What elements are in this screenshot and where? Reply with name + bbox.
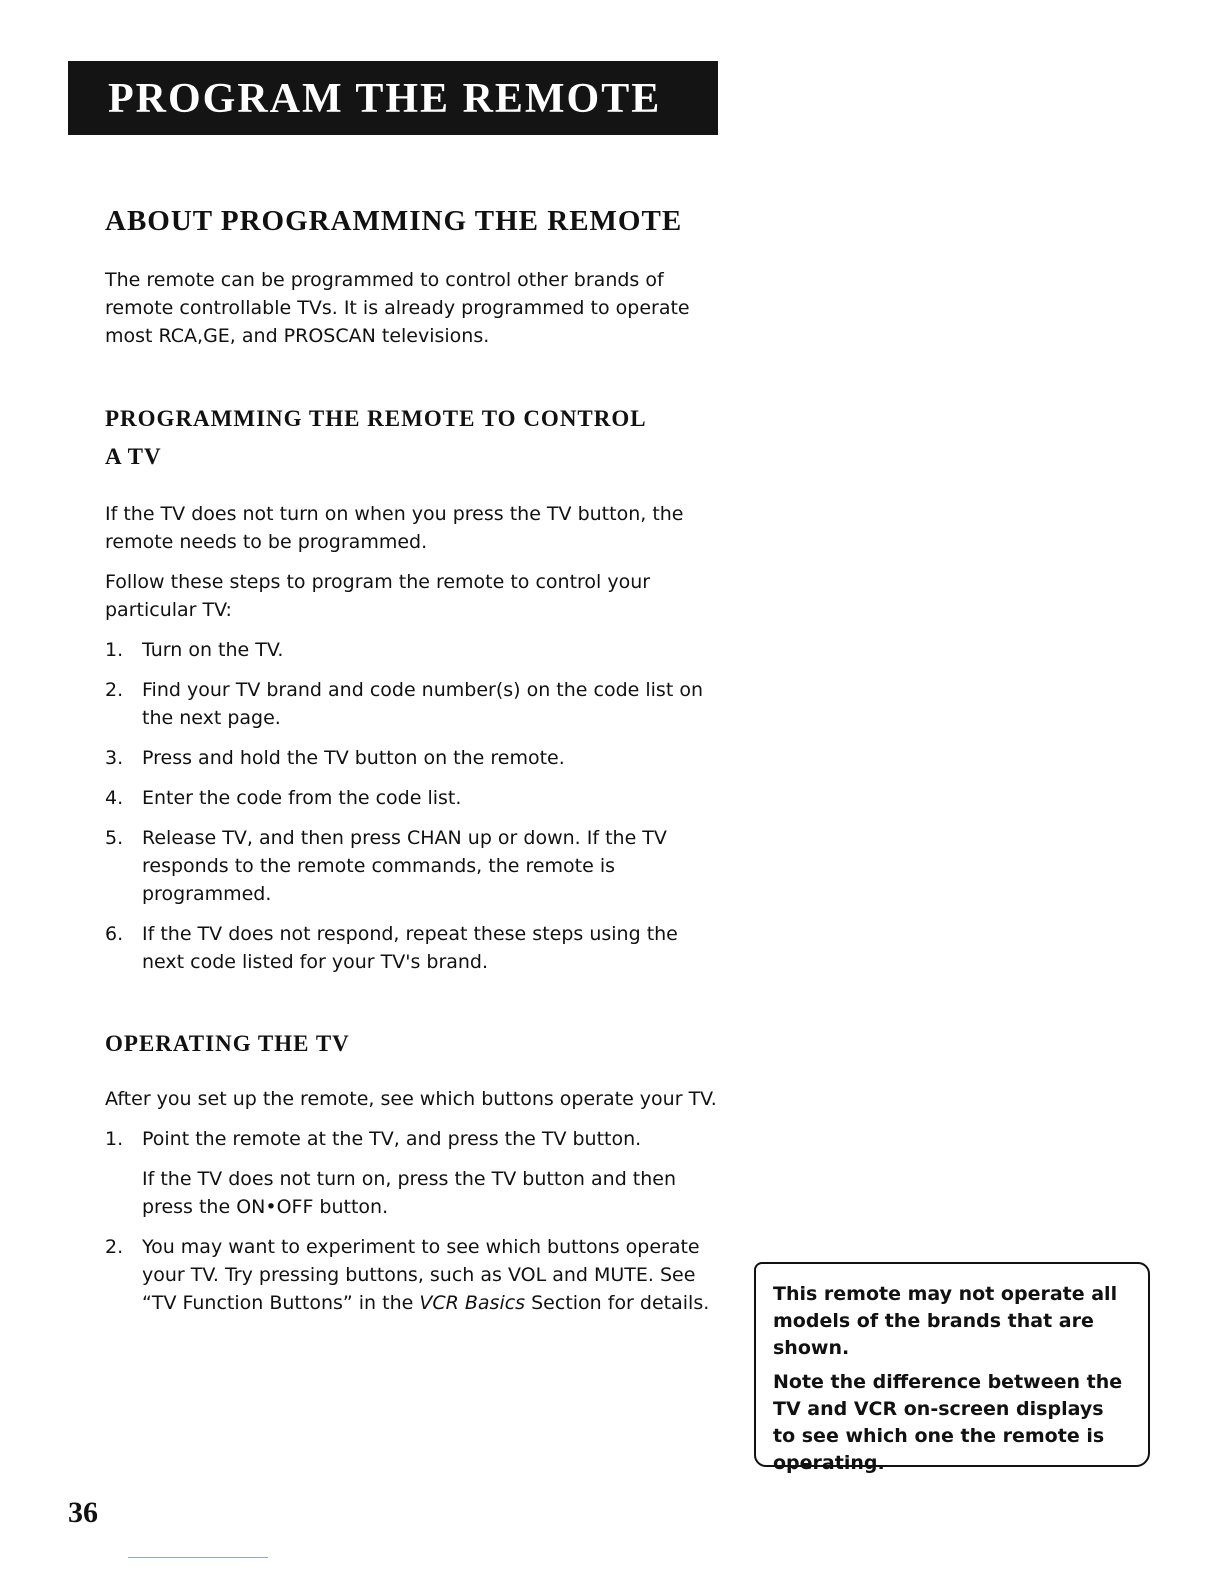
list-item bbox=[105, 636, 720, 664]
programming-steps bbox=[105, 636, 720, 976]
programming-heading bbox=[105, 400, 647, 476]
about-paragraph: The remote can be programmed to control other brands of remote controllable TVs. It is already programmed to operate most RCA,GE, and PROSCAN televisions. bbox=[105, 269, 690, 347]
note-text: This remote may not operate all models of the brands that are shown. bbox=[773, 1283, 1118, 1359]
title-banner bbox=[68, 61, 718, 135]
step-number: 4. bbox=[105, 787, 124, 809]
step-text: Press and hold the TV button on the remote. bbox=[142, 747, 565, 769]
step-text: Find your TV brand and code number(s) on the code list on the next page. bbox=[142, 679, 703, 729]
step-subtext: If the TV does not turn on, press the TV button and then press the ON•OFF button. bbox=[142, 1168, 677, 1218]
programming-heading-line2: A TV bbox=[105, 444, 162, 469]
step-number: 3. bbox=[105, 747, 124, 769]
programming-instructions: Follow these steps to program the remote to control your particular TV: bbox=[105, 571, 651, 621]
list-item bbox=[105, 920, 720, 976]
list-item bbox=[105, 676, 720, 732]
step-text-part: You may want to experiment to see which buttons operate your TV. Try pressing buttons, such as VOL and MUTE. See “TV Function Buttons” in the bbox=[142, 1236, 700, 1314]
step-text bbox=[142, 1236, 709, 1314]
list-item bbox=[105, 824, 720, 908]
step-text: Release TV, and then press CHAN up or down. If the TV responds to the remote commands, the remote is programmed. bbox=[142, 827, 667, 905]
operating-section bbox=[105, 1085, 720, 1317]
list-item bbox=[105, 1125, 720, 1221]
step-text: Turn on the TV. bbox=[142, 639, 284, 661]
note-box bbox=[754, 1262, 1150, 1474]
programming-section bbox=[105, 500, 720, 976]
about-heading: ABOUT PROGRAMMING THE REMOTE bbox=[105, 205, 683, 237]
programming-heading-line1: PROGRAMMING THE REMOTE TO CONTROL bbox=[105, 406, 647, 431]
step-text: If the TV does not respond, repeat these steps using the next code listed for your TV's brand. bbox=[142, 923, 678, 973]
operating-steps bbox=[105, 1125, 720, 1317]
page-title: PROGRAM THE REMOTE bbox=[108, 76, 662, 122]
page-number: 36 bbox=[68, 1496, 98, 1529]
step-number: 1. bbox=[105, 639, 124, 661]
step-number: 2. bbox=[105, 679, 124, 701]
list-item bbox=[105, 744, 720, 772]
note-text: Note the difference between the TV and VCR on-screen displays to see which one the remote is operating. bbox=[773, 1371, 1123, 1474]
step-number: 5. bbox=[105, 827, 124, 849]
step-number: 2. bbox=[105, 1236, 124, 1258]
vcr-basics-reference: VCR Basics bbox=[419, 1292, 526, 1314]
step-number: 6. bbox=[105, 923, 124, 945]
operating-intro: After you set up the remote, see which buttons operate your TV. bbox=[105, 1088, 717, 1110]
step-text: Enter the code from the code list. bbox=[142, 787, 462, 809]
divider bbox=[128, 1557, 268, 1558]
programming-intro: If the TV does not turn on when you press the TV button, the remote needs to be programmed. bbox=[105, 503, 684, 553]
operating-heading: OPERATING THE TV bbox=[105, 1031, 350, 1056]
step-text: Point the remote at the TV, and press the TV button. bbox=[142, 1128, 642, 1150]
list-item bbox=[105, 784, 720, 812]
list-item bbox=[105, 1233, 720, 1317]
step-number: 1. bbox=[105, 1128, 124, 1150]
step-text-part: Section for details. bbox=[525, 1292, 710, 1314]
